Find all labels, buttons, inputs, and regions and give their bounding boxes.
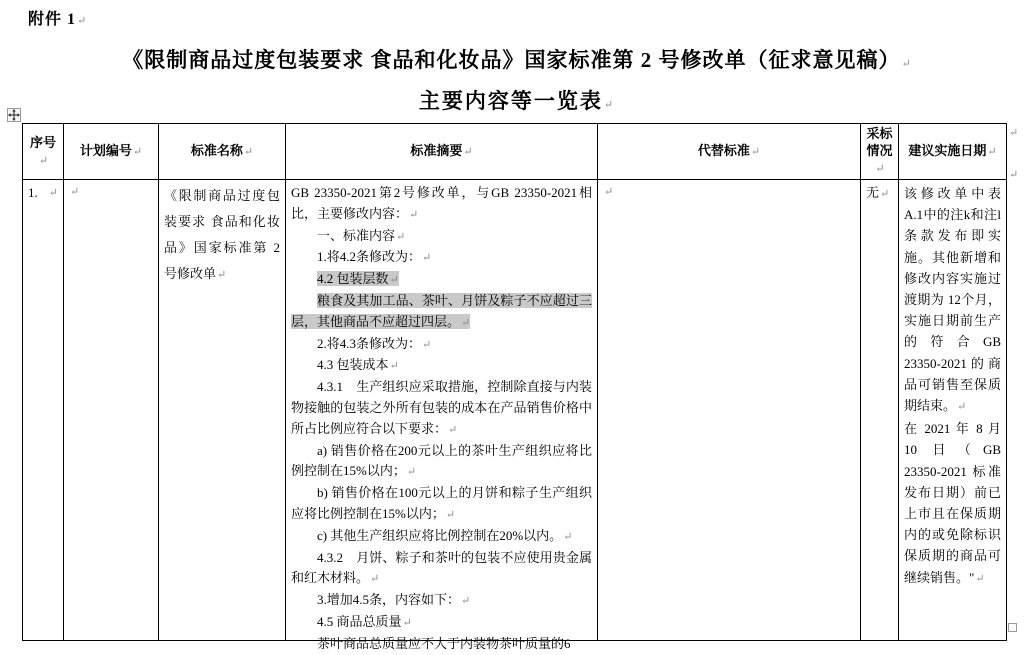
- summary-paragraph-highlighted: 4.2 包装层数↵: [317, 271, 399, 287]
- implementation-paragraph: 在 2021 年 8 月 10 日（GB 23350-2021 标准发布日期）前已上市且在保质期内的或免除标识保质期的商品可继续销售。"↵: [904, 421, 1001, 585]
- header-cell-implementation-date[interactable]: 建议实施日期↵: [899, 124, 1007, 180]
- paragraph-mark-icon: ↵: [402, 616, 412, 629]
- cell-adoption-status[interactable]: 无↵: [861, 180, 899, 641]
- header-cell-replaced-standard[interactable]: 代替标准↵: [598, 124, 861, 180]
- header-cell-adoption-status[interactable]: 采标情况↵: [861, 124, 899, 180]
- cell-plan-number[interactable]: [64, 180, 159, 641]
- summary-paragraph: 茶叶商品总质量应不大于内装物茶叶质量的6: [317, 635, 571, 651]
- paragraph-mark-icon: ↵: [77, 15, 88, 27]
- summary-paragraph: 3.增加4.5条，内容如下：↵: [317, 592, 471, 608]
- paragraph-mark-icon: ↵: [389, 274, 399, 287]
- page-title[interactable]: 《限制商品过度包装要求 食品和化妆品》国家标准第 2 号修改单（征求意见稿）↵: [122, 48, 912, 72]
- attachment-label[interactable]: 附件 1↵: [28, 11, 88, 28]
- summary-paragraph: GB 23350-2021第2号修改单，与GB 23350-2021相比，主要修改内容：↵: [291, 185, 592, 221]
- cell-replaced-standard[interactable]: [598, 180, 861, 641]
- paragraph-mark-icon: ↵: [132, 146, 143, 158]
- paragraph-mark-icon: ↵: [875, 163, 885, 175]
- standard-name-text: 《限制商品过度包装要求 食品和化妆品》国家标准第 2 号修改单↵: [164, 188, 280, 281]
- paragraph-mark-icon: ↵: [422, 338, 432, 351]
- cell-standard-name[interactable]: [159, 180, 286, 641]
- summary-paragraph: 4.3.2 月饼、粽子和茶叶的包装不应使用贵金属和红木材料。↵: [291, 549, 592, 586]
- paragraph-mark-icon: ↵: [603, 99, 616, 111]
- row-end-mark-icon: ↵: [1009, 127, 1019, 139]
- header-cell-standard-summary[interactable]: 标准摘要↵: [286, 124, 598, 180]
- summary-paragraph: a) 销售价格在200元以上的茶叶生产组织应将比例控制在15%以内；↵: [291, 442, 592, 479]
- paragraph-mark-icon: ↵: [422, 252, 432, 265]
- paragraph-mark-icon: ↵: [461, 316, 471, 329]
- cell-standard-summary[interactable]: [286, 180, 598, 651]
- header-cell-index[interactable]: 序号↵: [23, 124, 64, 180]
- summary-paragraph: 4.5 商品总质量↵: [317, 613, 412, 629]
- summary-paragraph: 4.3.1 生产组织应采取措施，控制除直接与内装物接触的包装之外所有包装的成本在产品销售价格中所占比例应符合以下要求：↵: [291, 379, 592, 436]
- paragraph-mark-icon: ↵: [987, 146, 997, 158]
- paragraph-mark-icon: ↵: [750, 146, 761, 158]
- summary-paragraph: c) 其他生产组织应将比例控制在20%以内。↵: [317, 527, 573, 543]
- paragraph-mark-icon: ↵: [243, 146, 254, 158]
- paragraph-mark-icon: ↵: [975, 572, 985, 585]
- summary-paragraph: 1.将4.2条修改为：↵: [317, 249, 432, 265]
- table-resize-handle[interactable]: [1008, 623, 1017, 632]
- paragraph-mark-icon: ↵: [409, 208, 419, 221]
- row-end-mark-icon: ↵: [1009, 169, 1019, 181]
- cell-implementation-date[interactable]: [899, 180, 1007, 641]
- paragraph-mark-icon: ↵: [604, 186, 614, 198]
- paragraph-mark-icon: ↵: [463, 146, 473, 158]
- summary-paragraph-highlighted: 粮食及其加工品、茶叶、月饼及粽子不应超过三层，其他商品不应超过四层。↵: [291, 292, 592, 329]
- paragraph-mark-icon: ↵: [389, 360, 399, 373]
- paragraph-mark-icon: ↵: [217, 269, 227, 281]
- summary-paragraph: b) 销售价格在100元以上的月饼和粽子生产组织应将比例控制在15%以内；↵: [291, 485, 592, 521]
- paragraph-mark-icon: ↵: [461, 595, 471, 608]
- summary-paragraph: 一、标准内容↵: [317, 227, 406, 243]
- paragraph-mark-icon: ↵: [406, 466, 417, 479]
- paragraph-mark-icon: ↵: [70, 186, 80, 198]
- paragraph-mark-icon: ↵: [448, 423, 458, 436]
- paragraph-mark-icon: ↵: [563, 530, 573, 543]
- header-row: [23, 124, 1007, 180]
- paragraph-mark-icon: ↵: [445, 508, 456, 521]
- summary-paragraph: 2.将4.3条修改为：↵: [317, 335, 432, 351]
- paragraph-mark-icon: ↵: [396, 230, 406, 243]
- paragraph-mark-icon: ↵: [901, 58, 912, 70]
- cell-index[interactable]: 1. ↵: [23, 180, 64, 641]
- header-cell-plan-number[interactable]: 计划编号↵: [64, 124, 159, 180]
- table-move-handle-icon[interactable]: [7, 108, 21, 122]
- table-row: [23, 180, 1007, 641]
- header-cell-standard-name[interactable]: 标准名称↵: [159, 124, 286, 180]
- page-subtitle[interactable]: 主要内容等一览表↵: [418, 89, 616, 113]
- paragraph-mark-icon: ↵: [880, 188, 890, 200]
- paragraph-mark-icon: ↵: [370, 573, 380, 586]
- standards-table: [22, 123, 1007, 651]
- implementation-paragraph: 该修改单中表A.1中的注k和注l条款发布即实施。其他新增和修改内容实施过渡期为 12个月，实施日期前生产的符合GB 23350-2021的商品可销售至保质期结束。↵: [904, 186, 1001, 414]
- summary-paragraph: 4.3 包装成本↵: [317, 357, 399, 373]
- paragraph-mark-icon: ↵: [957, 401, 967, 414]
- paragraph-mark-icon: ↵: [48, 187, 58, 199]
- paragraph-mark-icon: ↵: [38, 154, 49, 167]
